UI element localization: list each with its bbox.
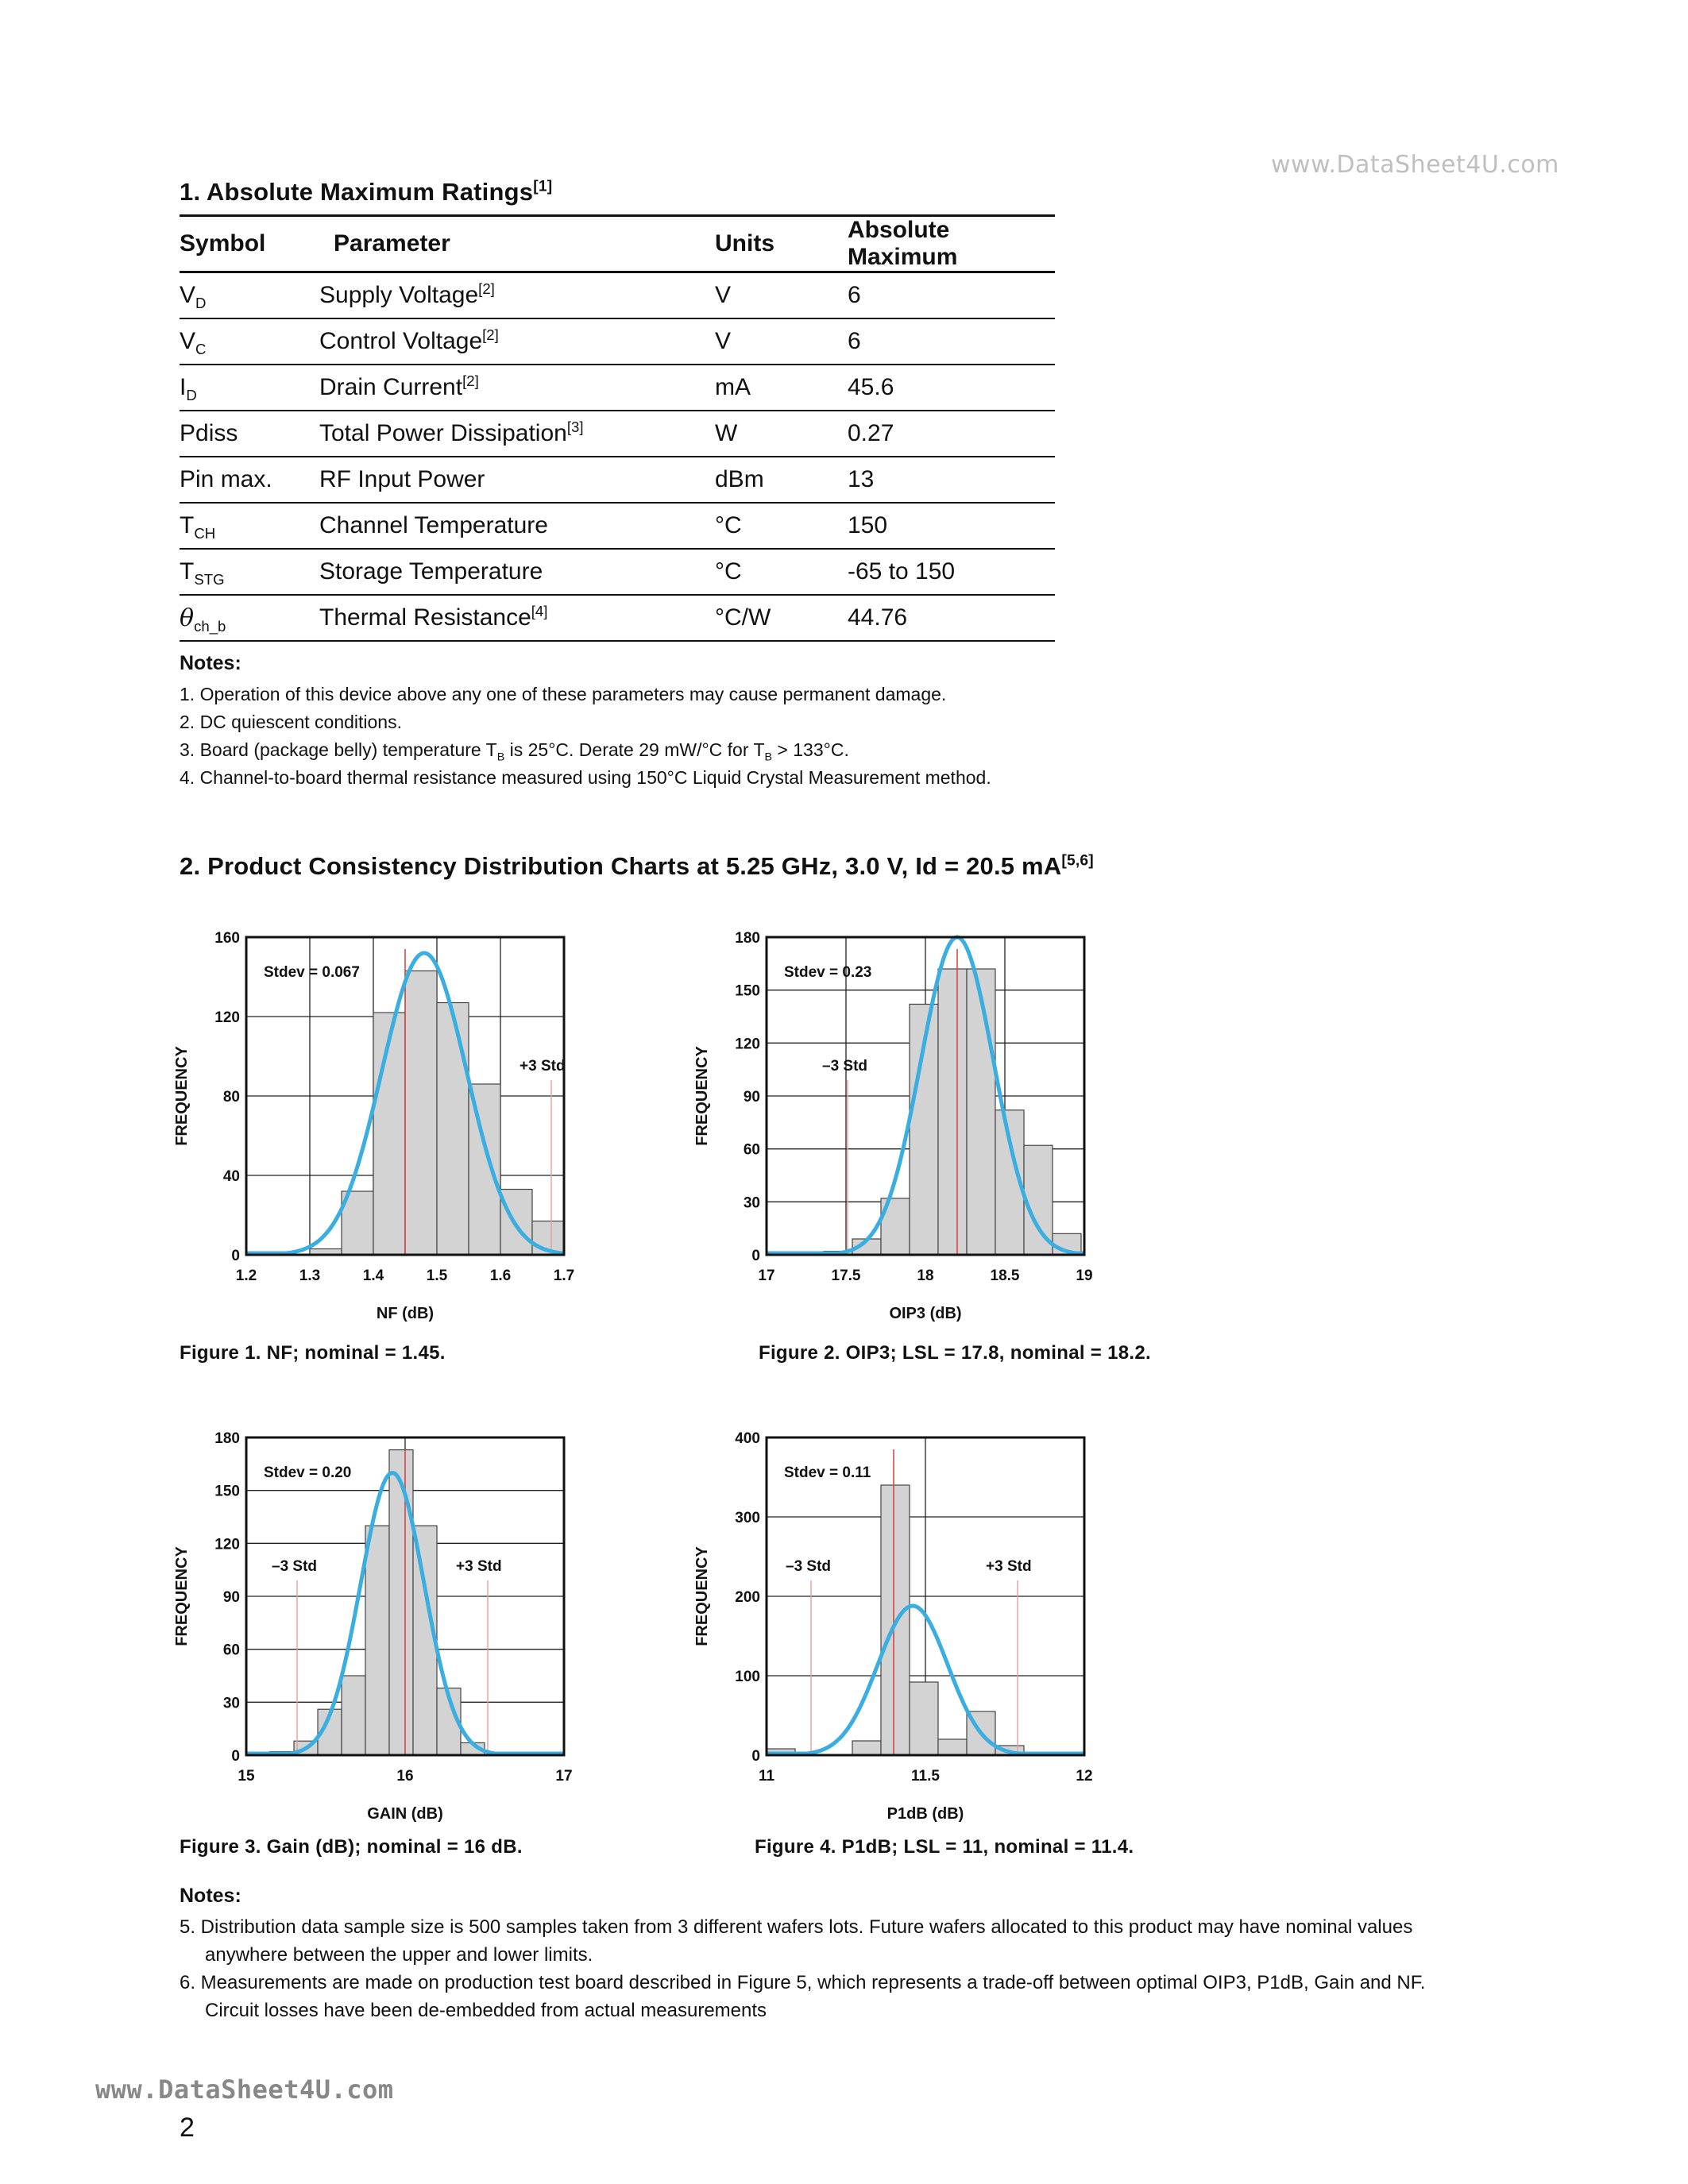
std-label: –3 Std	[822, 1058, 868, 1075]
x-tick-label: 1.3	[299, 1268, 321, 1284]
histogram-bar	[365, 1526, 389, 1755]
note-6: 6. Measurements are made on production test board described in Figure 5, which represents a trade-off between optimal OIP3, P1dB, Gain and NF. Circuit losses have been de-embedded from actual measurements	[180, 1972, 1426, 2021]
x-tick-label: 1.4	[362, 1268, 384, 1284]
y-tick-label: 160	[214, 930, 240, 947]
y-tick-label: 60	[743, 1141, 760, 1159]
page-number: 2	[180, 2113, 195, 2143]
cell-symbol: $T_{STG}$	[180, 549, 319, 595]
y-axis-label: FREQUENCY	[693, 1546, 711, 1646]
histogram-bar	[389, 1450, 413, 1755]
y-tick-label: 100	[735, 1669, 760, 1685]
cell-parameter: RF Input Power	[319, 457, 715, 503]
x-tick-label: 12	[1076, 1768, 1093, 1785]
stdev-label: Stdev = 0.23	[784, 964, 872, 981]
x-tick-label: 1.2	[235, 1268, 257, 1284]
table-row	[180, 318, 1055, 365]
cell-units: W	[715, 411, 848, 457]
cell-parameter: Control Voltage[2]	[319, 318, 715, 365]
y-tick-label: 90	[743, 1089, 760, 1106]
table-header-row	[180, 216, 1055, 272]
x-tick-label: 1.5	[426, 1268, 448, 1284]
cell-symbol: $V_C$	[180, 318, 319, 365]
watermark-top: www.DataSheet4U.com	[1271, 151, 1559, 179]
x-tick-label: 1.7	[553, 1268, 575, 1284]
nf-distribution-chart	[167, 913, 739, 1358]
oip3-distribution-chart	[687, 913, 1259, 1358]
watermark-bottom: www.DataSheet4U.com	[95, 2074, 394, 2105]
x-tick-label: 11	[758, 1768, 775, 1785]
histogram-bar	[910, 1682, 938, 1755]
x-axis-label: GAIN (dB)	[367, 1805, 443, 1823]
table-row	[180, 365, 1055, 411]
x-tick-label: 19	[1076, 1268, 1093, 1284]
cell-units: °C	[715, 549, 848, 595]
y-tick-label: 120	[214, 1009, 240, 1026]
section2-title: 2. Product Consistency Distribution Charts at 5.25 GHz, 3.0 V, Id = 20.5 mA[5,6]	[180, 852, 1094, 880]
cell-units: mA	[715, 365, 848, 411]
histogram-bar	[373, 1013, 405, 1255]
x-tick-label: 17.5	[831, 1268, 861, 1284]
histogram-bar	[938, 1739, 967, 1755]
note-1: 1. Operation of this device above any one of these parameters may cause permanent damage.	[180, 684, 947, 704]
cell-absolute-maximum: 45.6	[848, 365, 1055, 411]
cell-parameter: Drain Current[2]	[319, 365, 715, 411]
note-4: 4. Channel-to-board thermal resistance measured using 150°C Liquid Crystal Measurement method.	[180, 767, 991, 788]
histogram-bar	[469, 1084, 500, 1255]
y-axis-label: FREQUENCY	[173, 1046, 191, 1146]
y-tick-label: 60	[222, 1642, 240, 1659]
cell-units: V	[715, 318, 848, 365]
cell-units: dBm	[715, 457, 848, 503]
cell-parameter: Supply Voltage[2]	[319, 272, 715, 319]
cell-absolute-maximum: 150	[848, 503, 1055, 549]
cell-symbol: Pdiss	[180, 411, 319, 457]
figure-2-caption: Figure 2. OIP3; LSL = 17.8, nominal = 18.2.	[759, 1342, 1151, 1364]
histogram-bar	[852, 1741, 881, 1755]
y-tick-label: 0	[751, 1248, 760, 1264]
absolute-maximum-ratings-table	[180, 214, 1055, 642]
table-row	[180, 503, 1055, 549]
y-tick-label: 120	[214, 1536, 240, 1553]
y-tick-label: 300	[735, 1510, 760, 1526]
y-tick-label: 120	[735, 1036, 760, 1053]
y-tick-label: 40	[222, 1168, 240, 1185]
histogram-bar	[938, 969, 967, 1255]
figure-4-caption: Figure 4. P1dB; LSL = 11, nominal = 11.4.	[755, 1836, 1134, 1858]
cell-parameter: Total Power Dissipation[3]	[319, 411, 715, 457]
header-symbol: Symbol	[180, 216, 319, 272]
y-tick-label: 200	[735, 1589, 760, 1606]
std-label: –3 Std	[272, 1558, 318, 1575]
cell-absolute-maximum: 13	[848, 457, 1055, 503]
x-tick-label: 17	[758, 1268, 775, 1284]
y-tick-label: 0	[231, 1248, 240, 1264]
gain-distribution-chart	[167, 1414, 739, 1858]
header-absolute-maximum: Absolute Maximum	[848, 216, 1055, 272]
y-tick-label: 180	[735, 930, 760, 947]
cell-absolute-maximum: 6	[848, 272, 1055, 319]
note-2: 2. DC quiescent conditions.	[180, 712, 402, 732]
y-tick-label: 0	[231, 1748, 240, 1765]
y-tick-label: 180	[214, 1430, 240, 1447]
y-tick-label: 80	[222, 1089, 240, 1106]
histogram-bar	[342, 1676, 365, 1755]
x-tick-label: 18.5	[990, 1268, 1020, 1284]
y-tick-label: 400	[735, 1430, 760, 1447]
table-row	[180, 549, 1055, 595]
stdev-label: Stdev = 0.067	[264, 964, 360, 981]
y-axis-label: FREQUENCY	[693, 1046, 711, 1146]
y-tick-label: 0	[751, 1748, 760, 1765]
cell-symbol: $I_D$	[180, 365, 319, 411]
cell-absolute-maximum: 44.76	[848, 595, 1055, 641]
note-5: 5. Distribution data sample size is 500 samples taken from 3 different wafers lots. Future wafers allocated to this product may have nominal values anywhere between the upper and lower limits.	[180, 1916, 1413, 1966]
cell-symbol: Pin max.	[180, 457, 319, 503]
histogram-bar	[500, 1190, 532, 1256]
x-tick-label: 18	[917, 1268, 934, 1284]
notes-title: Notes:	[180, 1885, 241, 1907]
x-axis-label: OIP3 (dB)	[889, 1305, 962, 1322]
header-parameter: Parameter	[319, 216, 715, 272]
stdev-label: Stdev = 0.11	[784, 1464, 871, 1481]
figure-1-caption: Figure 1. NF; nominal = 1.45.	[180, 1342, 446, 1364]
x-tick-label: 11.5	[911, 1768, 940, 1785]
table-row	[180, 272, 1055, 319]
notes-section1	[180, 650, 1482, 792]
std-label: –3 Std	[786, 1558, 832, 1575]
x-axis-label: NF (dB)	[376, 1305, 435, 1322]
histogram-bar	[405, 971, 437, 1256]
p1db-distribution-chart	[687, 1414, 1259, 1858]
cell-parameter: Thermal Resistance[4]	[319, 595, 715, 641]
notes-section2	[180, 1882, 1482, 2024]
notes-title: Notes:	[180, 652, 241, 674]
stdev-label: Stdev = 0.20	[264, 1464, 352, 1481]
x-axis-label: P1dB (dB)	[886, 1805, 964, 1823]
cell-units: V	[715, 272, 848, 319]
section1-title: 1. Absolute Maximum Ratings[1]	[180, 178, 553, 206]
cell-absolute-maximum: -65 to 150	[848, 549, 1055, 595]
cell-parameter: Storage Temperature	[319, 549, 715, 595]
cell-symbol: $\theta_{ch\_b}$	[180, 595, 319, 641]
cell-units: °C/W	[715, 595, 848, 641]
y-tick-label: 150	[735, 982, 760, 1000]
cell-symbol: $T_{CH}$	[180, 503, 319, 549]
y-tick-label: 150	[214, 1483, 240, 1500]
cell-units: °C	[715, 503, 848, 549]
x-tick-label: 16	[396, 1768, 414, 1785]
std-label: +3 Std	[456, 1558, 502, 1575]
table-row	[180, 411, 1055, 457]
histogram-bar	[437, 1003, 469, 1256]
figure-3-caption: Figure 3. Gain (dB); nominal = 16 dB.	[180, 1836, 523, 1858]
x-tick-label: 1.6	[489, 1268, 512, 1284]
cell-absolute-maximum: 6	[848, 318, 1055, 365]
x-tick-label: 17	[555, 1768, 573, 1785]
y-axis-label: FREQUENCY	[173, 1546, 191, 1646]
cell-absolute-maximum: 0.27	[848, 411, 1055, 457]
table-row	[180, 457, 1055, 503]
cell-parameter: Channel Temperature	[319, 503, 715, 549]
std-label: +3 Std	[986, 1558, 1032, 1575]
table-row	[180, 595, 1055, 641]
cell-symbol: $V_D$	[180, 272, 319, 319]
y-tick-label: 90	[222, 1589, 240, 1606]
std-label: +3 Std	[520, 1058, 566, 1075]
y-tick-label: 30	[743, 1194, 760, 1212]
header-units: Units	[715, 216, 848, 272]
note-3: 3. Board (package belly) temperature $T_B$ is 25°C. Derate 29 mW/°C for $T_B > 133^\circ C$.	[180, 739, 849, 764]
x-tick-label: 15	[238, 1768, 255, 1785]
histogram-bar	[967, 969, 995, 1255]
y-tick-label: 30	[222, 1695, 240, 1712]
